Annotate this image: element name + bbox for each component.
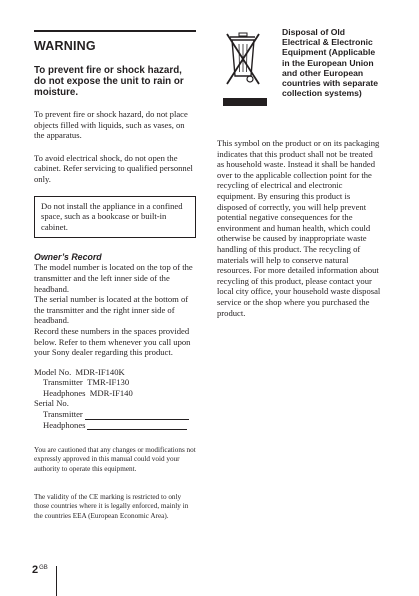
install-caution-box: Do not install the appliance in a confined space, such as a bookcase or built-in cabinet. <box>34 196 196 239</box>
model-value: MDR-IF140K <box>75 366 125 377</box>
ce-marking-notice: The validity of the CE marking is restricted to only those countries where it is legally enforced, mainly in the countries EEA (European Economic Area). <box>34 493 189 520</box>
warning-paragraph-1: To prevent fire or shock hazard, do not place objects filled with liquids, such as vases, on the apparatus. <box>34 109 188 141</box>
model-row <box>34 367 196 378</box>
serial-row <box>34 398 196 409</box>
warning-title: WARNING <box>34 39 96 53</box>
transmitter-label: Transmitter <box>43 377 83 388</box>
serial-transmitter-blank[interactable] <box>85 411 189 420</box>
headphones-row <box>34 388 196 399</box>
disposal-title: Disposal of Old Electrical & Electronic Equipment (Applicable in the European Union and other European countries with separate collection systems) <box>282 27 378 99</box>
page-number <box>32 564 48 576</box>
page-number-value: 2 <box>32 564 39 576</box>
crossed-out-wheelie-bin-icon <box>219 28 269 108</box>
transmitter-value: TMR-IF130 <box>87 377 130 388</box>
model-number-block <box>34 367 196 431</box>
owners-record-heading: Owner’s Record <box>34 252 102 263</box>
top-rule <box>34 30 196 32</box>
left-column <box>34 30 196 430</box>
headphones-value: MDR-IF140 <box>89 387 133 398</box>
caution-notice: You are cautioned that any changes or modifications not expressly approved in this manual could void your authority to operate this equipment. <box>34 446 196 473</box>
serial-label: Serial No. <box>34 398 69 409</box>
warning-paragraph-2: To avoid electrical shock, do not open the cabinet. Refer servicing to qualified personnel only. <box>34 152 193 184</box>
transmitter-row <box>34 377 196 388</box>
page-divider-bar <box>56 566 57 596</box>
owners-record-paragraph-2: The serial number is located at the bottom of the transmitter and the right inner side of headband. <box>34 294 189 326</box>
headphones-label: Headphones <box>43 387 86 398</box>
serial-headphones-blank[interactable] <box>87 421 187 430</box>
owners-record-paragraph-1: The model number is located on the top of the transmitter and the left inner side of the headband. <box>34 262 193 294</box>
serial-headphones-label: Headphones <box>43 419 86 430</box>
serial-transmitter-label: Transmitter <box>43 409 83 420</box>
model-label: Model No. <box>34 366 72 377</box>
page-number-suffix: GB <box>39 565 48 571</box>
warning-subtitle: To prevent fire or shock hazard, do not expose the unit to rain or moisture. <box>34 65 184 98</box>
owners-record-paragraph-3: Record these numbers in the spaces provided below. Refer to them whenever you call upon your Sony dealer regarding this product. <box>34 325 191 358</box>
serial-headphones-row <box>34 420 196 431</box>
serial-transmitter-row <box>34 409 196 420</box>
disposal-body: This symbol on the product or on its packaging indicates that this product shall not be treated as household waste. Instead it shall be handed over to the applicable collection point for the recycling of electrical and electronic equipment. By ensuring this product is disposed of correctly, you will help prevent potential negative consequences for the environment and human health, which could otherwise be caused by inappropriate waste handling of this product. The recycling of materials will help to conserve natural resources. For more detailed information about recycling of this product, please contact your local city office, your household waste disposal service or the shop where you purchased the product. <box>217 138 381 318</box>
